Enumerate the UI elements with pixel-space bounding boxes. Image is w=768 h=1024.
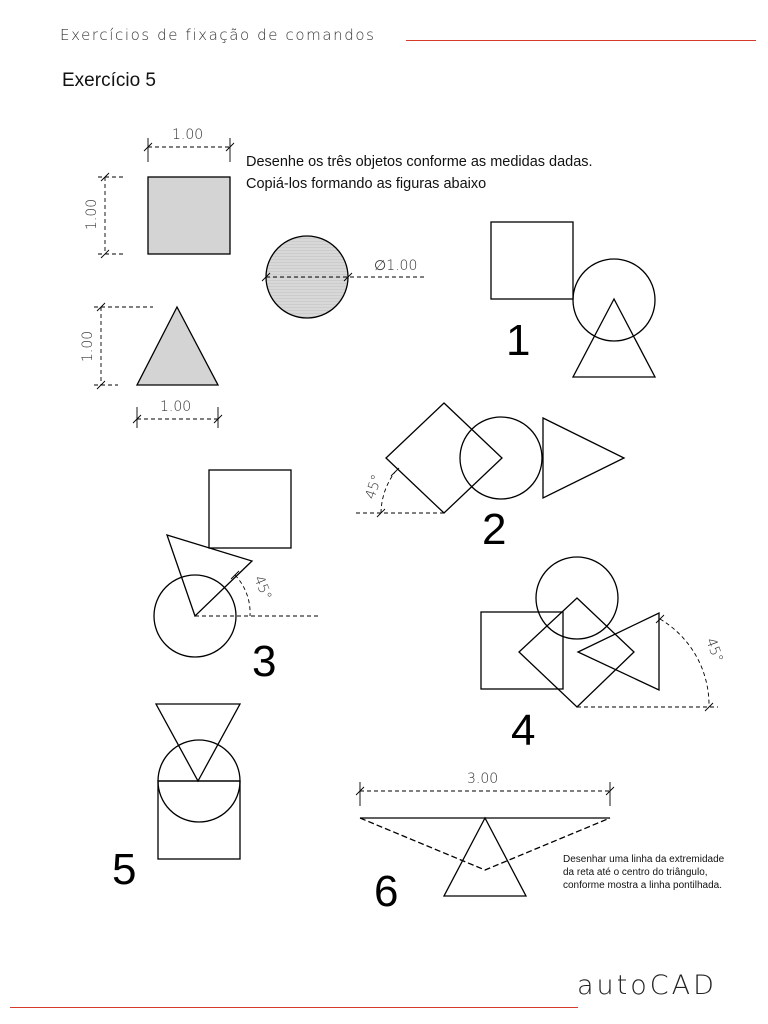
label-square-height: 1.00 [84, 198, 100, 230]
figure-number-1: 1 [506, 316, 531, 365]
base-square [148, 177, 230, 254]
footer-rule [10, 1007, 578, 1008]
figure-number-5: 5 [112, 845, 137, 894]
instruction-line-2: Copiá-los formando as figuras abaixo [246, 176, 487, 192]
figure-5 [156, 704, 240, 859]
figure-number-6: 6 [374, 867, 399, 916]
figure-number-4: 4 [511, 706, 536, 755]
figure-3 [154, 470, 320, 657]
label-angle-4: 45° [702, 635, 726, 665]
exercise-title: Exercício 5 [62, 70, 156, 91]
label-triangle-base: 1.00 [160, 399, 192, 415]
figure-2 [356, 403, 624, 517]
label-angle-2: 45° [362, 472, 386, 502]
label-triangle-height: 1.00 [80, 330, 96, 362]
label-square-width: 1.00 [172, 127, 204, 143]
label-line-length: 3.00 [467, 771, 499, 787]
figure-4 [481, 557, 718, 711]
label-circle-diameter: ∅1.00 [374, 258, 418, 274]
header-title: Exercícios de fixação de comandos [60, 26, 376, 44]
brand-logo: autoCAD [577, 970, 717, 1001]
figure-6-note [563, 853, 724, 892]
dim-square-height [98, 173, 126, 258]
figure-number-3: 3 [252, 637, 277, 686]
note-line-2: da reta até o centro do triângulo, [563, 867, 708, 878]
figure-number-2: 2 [482, 505, 507, 554]
note-line-1: Desenhar uma linha da extremidade [563, 854, 725, 865]
note-line-3: conforme mostra a linha pontilhada. [563, 880, 722, 891]
instruction-line-1: Desenhe os três objetos conforme as medidas dadas. [246, 154, 593, 170]
base-triangle [137, 307, 218, 385]
label-angle-3: 45° [250, 573, 275, 603]
base-circle [266, 236, 348, 318]
